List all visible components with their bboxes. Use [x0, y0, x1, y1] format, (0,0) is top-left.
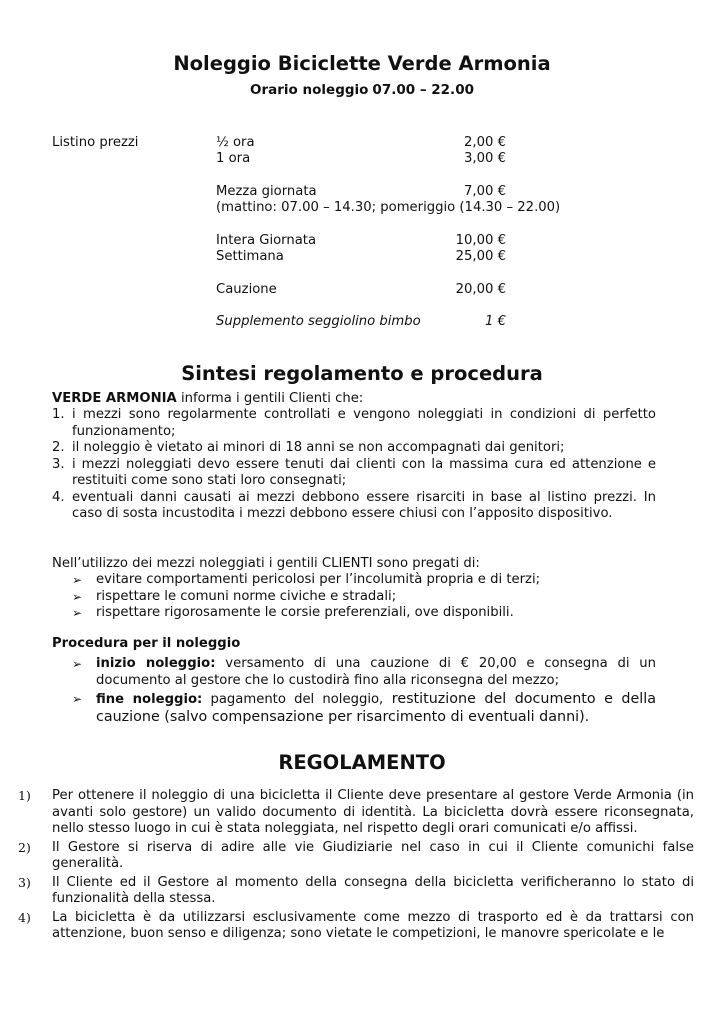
item-text: restituzione del documento e della cauzione (salvo compensazione per risarcimento di eventuali danni).: [96, 691, 656, 725]
item-text: La bicicletta è da utilizzarsi esclusivamente come mezzo di trasporto ed è da trattarsi con attenzione, buon senso e diligenza; sono vietate le competizioni, le manovre spericolate e le: [52, 909, 694, 941]
half-day-note: (mattino: 07.00 – 14.30; pomeriggio (14.30 – 22.00): [216, 200, 561, 215]
list-item: [18, 840, 694, 873]
item-text: i mezzi noleggiati devo essere tenuti dai clienti con la massima cura ed attenzione e restituiti come sono stati loro consegnati;: [72, 456, 656, 488]
company-name: VERDE ARMONIA: [52, 391, 177, 406]
item-number: 1.: [52, 407, 65, 422]
opening-hours: [0, 82, 724, 99]
price-desc: ½ ora: [216, 135, 255, 150]
price-row: [216, 151, 506, 168]
summary-intro: [52, 391, 363, 408]
item-number: 2.: [52, 440, 65, 455]
item-number: 4.: [52, 489, 65, 505]
arrow-bullet-icon: ➢: [72, 657, 83, 671]
price-row: [216, 184, 506, 201]
item-text: Il Cliente ed il Gestore al momento della consegna della bicicletta verificheranno lo stato di funzionalità della stessa.: [52, 874, 694, 906]
price-row: [216, 314, 506, 331]
list-item: [52, 407, 656, 440]
list-item: [72, 605, 656, 622]
hours-label: Orario noleggio: [250, 82, 369, 98]
list-item: [72, 589, 656, 606]
list-item: [72, 572, 656, 589]
price-value: 2,00 €: [464, 135, 506, 150]
procedure-heading: Procedura per il noleggio: [52, 636, 241, 651]
summary-list: [52, 407, 656, 523]
price-desc: Intera Giornata: [216, 233, 317, 248]
list-item: [52, 457, 656, 490]
price-value: 25,00 €: [455, 249, 506, 264]
list-item: [18, 910, 694, 943]
price-desc: Supplemento seggiolino bimbo: [216, 314, 421, 329]
item-text: il noleggio è vietato ai minori di 18 anni se non accompagnati dai genitori;: [72, 440, 565, 455]
price-value: 3,00 €: [464, 151, 506, 166]
price-desc: 1 ora: [216, 151, 251, 166]
price-desc: Cauzione: [216, 282, 277, 297]
item-text: pagamento del noleggio,: [202, 692, 384, 707]
item-number: 4): [18, 909, 31, 925]
price-desc: Settimana: [216, 249, 284, 264]
intro-text: informa i gentili Clienti che:: [176, 391, 364, 406]
price-desc: Mezza giornata: [216, 184, 317, 199]
rules-list: [18, 788, 694, 945]
usage-intro: Nell’utilizzo dei mezzi noleggiati i gentili CLIENTI sono pregati di:: [52, 556, 480, 571]
price-value: 10,00 €: [455, 233, 506, 248]
price-value: 7,00 €: [464, 184, 506, 199]
item-text: rispettare le comuni norme civiche e stradali;: [96, 588, 397, 604]
summary-heading: Sintesi regolamento e procedura: [181, 362, 543, 385]
arrow-bullet-icon: ➢: [72, 606, 83, 620]
procedure-list: [72, 656, 656, 728]
usage-list: [72, 572, 656, 622]
item-text: rispettare rigorosamente le corsie preferenziali, ove disponibili.: [96, 605, 514, 620]
item-number: 2): [18, 839, 31, 855]
arrow-bullet-icon: ➢: [72, 573, 83, 587]
item-text: versamento di una cauzione di € 20,00 e consegna di un documento al gestore che lo custodirà fino alla riconsegna del mezzo;: [96, 656, 656, 688]
list-item: [18, 788, 694, 838]
item-text: eventuali danni causati ai mezzi debbono essere risarciti in base al listino prezzi. In caso di sosta incustodita i mezzi debbono essere chiusi con l’apposito dispositivo.: [72, 489, 656, 521]
item-text: evitare comportamenti pericolosi per l’incolumità propria e di terzi;: [96, 572, 541, 587]
price-row: [216, 249, 506, 266]
price-row: [216, 233, 506, 250]
item-number: 3): [18, 874, 31, 890]
hours-value: 07.00 – 22.00: [372, 82, 474, 98]
item-label: fine noleggio:: [96, 692, 203, 707]
rules-heading: REGOLAMENTO: [278, 751, 446, 774]
item-number: 1): [18, 788, 31, 803]
price-row: [216, 282, 506, 299]
price-value: 1 €: [485, 314, 506, 329]
list-item: [52, 490, 656, 523]
price-list-label: Listino prezzi: [52, 135, 139, 150]
arrow-bullet-icon: ➢: [72, 589, 83, 604]
list-item: [72, 656, 656, 689]
price-value: 20,00 €: [455, 282, 506, 297]
price-row: [216, 135, 506, 152]
item-label: inizio noleggio:: [96, 656, 216, 671]
arrow-bullet-icon: ➢: [72, 692, 83, 706]
list-item: [72, 691, 656, 726]
item-text: Per ottenere il noleggio di una bicicletta il Cliente deve presentare al gestore Verde Armonia (in avanti solo gestore) un valido documento di identità. La bicicletta dovrà essere riconsegnata, nello stesso luogo in cui è stata noleggiata, nel rispetto degli orari comunicati e/o affissi.: [52, 788, 694, 836]
item-text: Il Gestore si riserva di adire alle vie Giudiziarie nel caso in cui il Cliente comunichi false generalità.: [52, 839, 694, 871]
item-text: i mezzi sono regolarmente controllati e vengono noleggiati in condizioni di perfetto funzionamento;: [72, 407, 656, 439]
item-number: 3.: [52, 456, 65, 472]
document-title: Noleggio Biciclette Verde Armonia: [173, 52, 551, 75]
list-item: [52, 440, 656, 457]
list-item: [18, 875, 694, 908]
